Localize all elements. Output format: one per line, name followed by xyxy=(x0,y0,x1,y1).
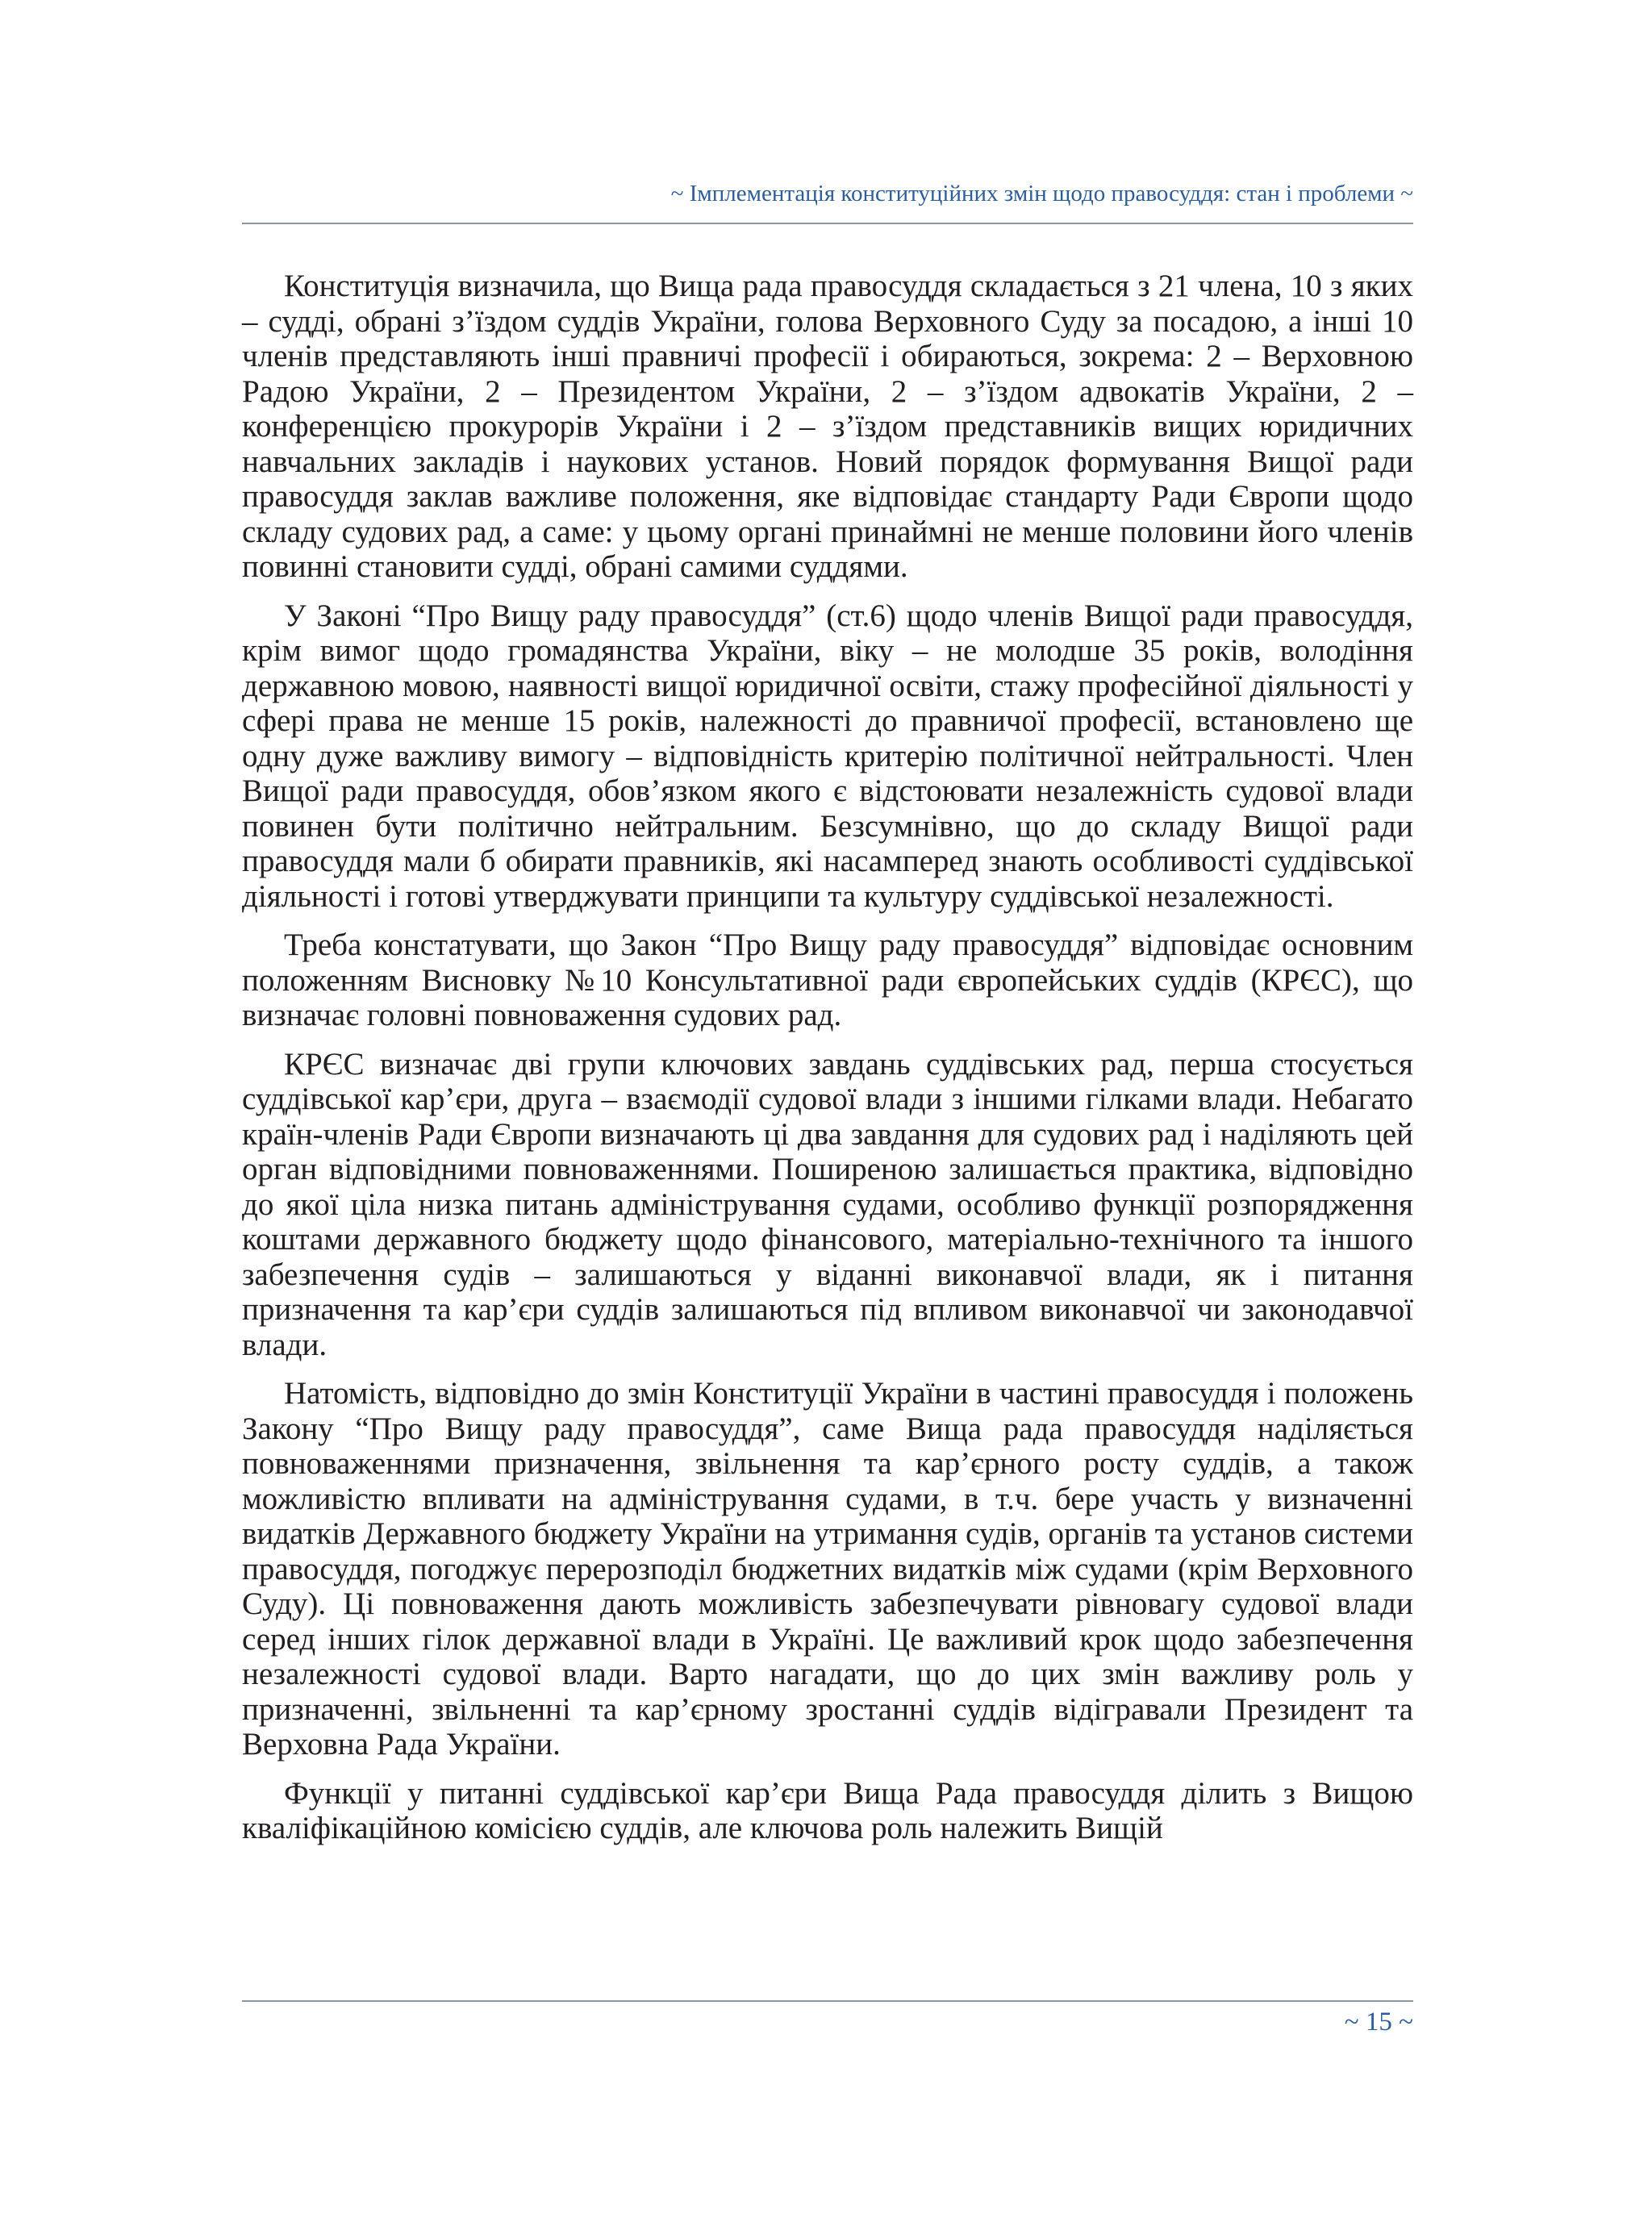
paragraph: Треба констатувати, що Закон “Про Вищу раду правосуддя” відповідає основним положенням Висновку №10 Консультативної ради європейських суддів (КРЄС), що визначає головні повноваження судових рад. xyxy=(242,928,1413,1032)
paragraph: Конституція визначила, що Вища рада правосуддя складається з 21 члена, 10 з яких – судді, обрані з’їздом суддів України, голова Верховного Суду за посадою, а інші 10 членів представляють інші правничі професії і обираються, зокрема: 2 – Верховною Радою України, 2 – Президентом України, 2 – з’їздом адвокатів України, 2 – конференцією прокурорів України і 2 – з’їздом представників вищих юридичних навчальних закладів і наукових установ. Новий порядок формування Вищої ради правосуддя заклав важливе положення, яке відповідає стандарту Ради Європи щодо складу судових рад, а саме: у цьому органі принаймні не менше половини його членів повинні становити судді, обрані самими суддями. xyxy=(242,269,1413,584)
page-body xyxy=(242,269,1413,1846)
paragraph: КРЄС визначає дві групи ключових завдань суддівських рад, перша стосується суддівської кар’єри, друга – взаємодії судової влади з іншими гілками влади. Небагато країн-членів Ради Європи визначають ці два завдання для судових рад і наділяють цей орган відповідними повноваженнями. Поширеною залишається практика, відповідно до якої ціла низка питань адміністрування судами, особливо функції розпорядження коштами державного бюджету щодо фінансового, матеріально-технічного та іншого забезпечення судів – залишаються у віданні виконавчої влади, як і питання призначення та кар’єри суддів залишаються під впливом виконавчої чи законодавчої влади. xyxy=(242,1046,1413,1362)
paragraph: Функції у питанні суддівської кар’єри Вища Рада правосуддя ділить з Вищою кваліфікаційною комісією суддів, але ключова роль належить Вищій xyxy=(242,1775,1413,1845)
paragraph: Натомість, відповідно до змін Конституції України в частині правосуддя і положень Закону “Про Вищу раду правосуддя”, саме Вища рада правосуддя наділяється повноваженнями призначення, звільнення та кар’єрного росту суддів, а також можливістю впливати на адміністрування судами, в т.ч. бере участь у визначенні видатків Державного бюджету України на утримання судів, органів та установ системи правосуддя, погоджує перерозподіл бюджетних видатків між судами (крім Верховного Суду). Ці повноваження дають можливість забезпечувати рівновагу судової влади серед інших гілок державної влади в Україні. Це важливий крок щодо забезпечення незалежності судової влади. Варто нагадати, що до цих змін важливу роль у призначенні, звільненні та кар’єрному зростанні суддів відігравали Президент та Верховна Рада України. xyxy=(242,1376,1413,1761)
header-divider xyxy=(242,223,1413,224)
page-number: ~ 15 ~ xyxy=(1344,2007,1413,2037)
footer-divider xyxy=(242,2000,1413,2002)
running-header: ~ Імплементація конституційних змін щодо правосуддя: стан і проблеми ~ xyxy=(670,181,1413,206)
paragraph: У Законі “Про Вищу раду правосуддя” (ст.6) щодо членів Вищої ради правосуддя, крім вимог щодо громадянства України, віку – не молодше 35 років, володіння державною мовою, наявності вищої юридичної освіти, стажу професійної діяльності у сфері права не менше 15 років, належності до правничої професії, встановлено ще одну дуже важливу вимогу – відповідність критерію політичної нейтральності. Член Вищої ради правосуддя, обов’язком якого є відстоювати незалежність судової влади повинен бути політично нейтральним. Безсумнівно, що до складу Вищої ради правосуддя мали б обирати правників, які насамперед знають особливості суддівської діяльності і готові утверджувати принципи та культуру суддівської незалежності. xyxy=(242,598,1413,914)
